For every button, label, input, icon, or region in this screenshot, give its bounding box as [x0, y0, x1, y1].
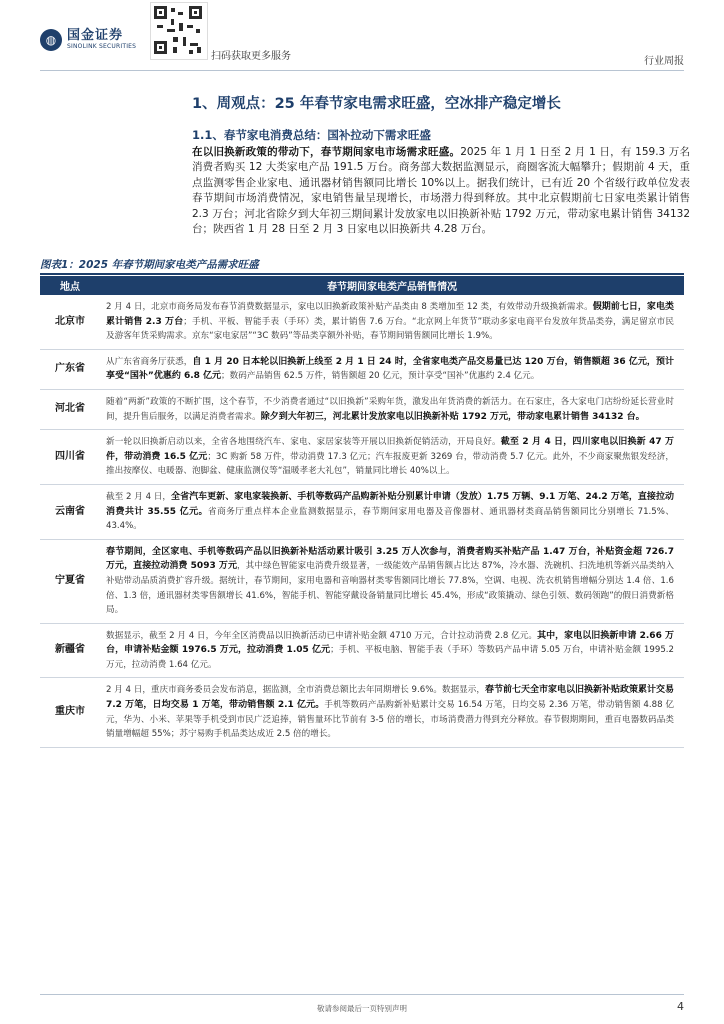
description-cell — [100, 349, 684, 389]
description-cell — [100, 295, 684, 349]
column-header-description: 春节期间家电类产品销售情况 — [100, 276, 684, 295]
sales-table — [40, 276, 684, 748]
bold-text-segment: 其中，家电以旧换新申请 2.66 万台，申请补贴金额 1976.5 万元，拉动消费 1.05 亿元 — [106, 630, 675, 656]
bold-text-segment: 除夕到大年初三，河北累计发放家电以旧换新补贴 1792 万元，带动家电累计销售 34132 台。 — [260, 411, 645, 422]
bold-text-segment: 自 1 月 20 日本轮以旧换新上线至 2 月 1 日 24 时，全省家电类产品交易量已达 120 万台，销售额超 36 亿元，预计享受“国补”优惠约 6.8 亿元 — [106, 356, 674, 382]
bold-text-segment: 截至 2 月 4 日，四川家电以旧换新 47 万件，带动消费 16.5 亿元 — [106, 437, 674, 462]
table-row — [40, 539, 684, 623]
description-cell — [100, 389, 684, 429]
table-row — [40, 484, 684, 539]
region-cell: 河北省 — [40, 389, 100, 429]
company-logo — [40, 28, 136, 51]
bold-text-segment: 全省汽车更新、家电家装换新、手机等数码产品购新补贴分别累计申请（发放）1.75 万辆、9.1 万笔、24.2 万笔，直接拉动消费共计 35.55 亿元。 — [106, 491, 674, 517]
section-heading: 1、周观点：25 年春节家电需求旺盛，空冰排产稳定增长 — [192, 96, 561, 112]
text-segment: 新一轮以旧换新启动以来，全省各地围绕汽车、家电、家居家装等开展以旧换新促销活动，开局良好。 — [106, 437, 501, 448]
figure-title: 图表1：2025 年春节期间家电类产品需求旺盛 — [40, 259, 259, 271]
region-cell: 重庆市 — [40, 678, 100, 747]
text-segment: ，其中绿色智能家电消费升级显著，一级能效产品销售额占比达 87%，冷水器、洗碗机、扫洗地机等新兴品类纳入补贴带动品质消费扩容升级。据统计，春节期间，家用电器和音响器材类零售额同比增长 77.8%，空调、电视、洗衣机销售增幅分别达 1.4 倍、1.6 倍、1.3 倍，通讯器材类零售额增长 41.6%，智能手机、智能穿戴设备销量同比增长 45.4%，形成“政策撬动、绿色引领、数码领跑”的假日消费新格局。 — [106, 561, 674, 616]
text-segment: 从广东省商务厅获悉， — [106, 356, 193, 367]
intro-paragraph — [192, 145, 690, 237]
logo-name-cn: 国金证券 — [67, 28, 124, 43]
figure-divider — [40, 273, 684, 275]
logo-name-en: SINOLINK SECURITIES — [67, 43, 137, 50]
text-segment: ；数码产品销售 62.5 万件，销售额超 20 亿元，预计享受“国补”优惠约 2.4 亿元。 — [221, 371, 540, 382]
table-row — [40, 430, 684, 485]
region-cell: 四川省 — [40, 430, 100, 485]
table-row — [40, 349, 684, 389]
text-segment: ；3C 购新 58 万件，带动消费 17.3 亿元；汽车报废更新 3269 台，带动消费 5.7 亿元。此外，不少商家聚焦银发经济，推出按摩仪、电暖器、泡脚盆、健康监测仪等“温暖孝老大礼包”，销量同比增长 40%以上。 — [106, 451, 674, 477]
subsection-heading: 1.1、春节家电消费总结：国补拉动下需求旺盛 — [192, 128, 431, 142]
page-header — [0, 0, 724, 70]
region-cell: 新疆省 — [40, 623, 100, 678]
text-segment: 截至 2 月 4 日， — [106, 491, 172, 502]
bold-text-segment: 假期前七日，家电类累计销售 2.3 万台 — [106, 302, 674, 327]
description-cell — [100, 678, 684, 747]
footer-divider — [40, 994, 684, 995]
column-header-region: 地点 — [40, 276, 100, 295]
region-cell: 北京市 — [40, 295, 100, 349]
document-type-label: 行业周报 — [644, 56, 684, 67]
description-cell — [100, 623, 684, 678]
region-cell: 宁夏省 — [40, 539, 100, 623]
text-segment: 随着“两新”政策的不断扩围，这个春节，不少消费者通过“以旧换新”采购年货，激发出年货消费的新活力。在石家庄，各大家电门店纷纷延长营业时间，提升售后服务，以满足消费者需求。 — [106, 396, 674, 422]
bold-text-segment: 春节期间，全区家电、手机等数码产品以旧换新补贴活动累计吸引 3.25 万人次参与，消费者购买补贴产品 1.47 万台，补贴资金超 726.7 万元，直接拉动消费 5093 万元 — [106, 546, 674, 572]
table-row — [40, 295, 684, 349]
table-header-row — [40, 276, 684, 295]
description-cell — [100, 430, 684, 485]
bold-text-segment: 在以旧换新政策的带动下，春节期间家电市场需求旺盛。 — [192, 146, 461, 158]
region-cell: 云南省 — [40, 484, 100, 539]
header-divider — [40, 70, 684, 71]
text-segment: 2025 年 1 月 1 日至 2 月 1 日，有 159.3 万名消费者购买 12 大类家电产品 191.5 万台。商务部大数据监测显示，商圈客流大幅攀升；假期前 4 天，重点监测零售企业家电、通讯器材销售额同比增长 10%以上。据我们统计，已有近 20 个省级行政单位发表春节期间市场消费情况，家电销售量呈现增长，市场潜力得到释放。其中北京假期前七日家电类累计销售 2.3 万台；河北省除夕到大年初三期间累计发放家电以旧换新补贴 1792 万元，带动家电累计销售 34132 台；陕西省 1 月 28 日至 2 月 3 日家电以旧换新共 4.28 万台。 — [192, 146, 691, 236]
table-row — [40, 389, 684, 429]
text-segment: 省商务厅重点样本企业监测数据显示，春节期间家用电器及音像器材、通讯器材类商品销售额同比分别增长 71.5%、43.4%。 — [106, 506, 674, 532]
page-number: 4 — [677, 1000, 684, 1013]
bold-text-segment: 春节前七天全市家电以旧换新补贴政策累计交易 7.2 万笔，日均交易 1 万笔，带动销售额 2.1 亿元。 — [106, 685, 674, 711]
description-cell — [100, 539, 684, 623]
disclaimer-note: 敬请参阅最后一页特别声明 — [317, 1004, 407, 1013]
table-row — [40, 623, 684, 678]
region-cell: 广东省 — [40, 349, 100, 389]
table-row — [40, 678, 684, 747]
text-segment: ；手机、平板电脑、智能手表（手环）等数码产品申请 5.05 万台，申请补贴金额 1995.2 万元，拉动消费 1.64 亿元。 — [106, 645, 674, 670]
description-cell — [100, 484, 684, 539]
qr-caption: 扫码获取更多服务 — [211, 51, 291, 62]
text-segment: 手机等数码产品购新补贴累计交易 16.54 万笔，日均交易 2.36 万笔，带动销售额 4.88 亿元，华为、小米、苹果等手机受到市民广泛追捧，销售量环比节前有 3-5 倍的增长，市场消费潜力得到充分释放。春节假期期间，重百电器数码品类销量增幅超 55%；苏宁易购手机品类达成近 2.5 倍的增长。 — [106, 700, 674, 740]
qr-code-icon[interactable] — [150, 2, 208, 60]
text-segment: 2 月 4 日，北京市商务局发布春节消费数据显示，家电以旧换新政策补贴产品类由 8 类增加至 12 类，有效带动升级换新需求。 — [106, 302, 593, 312]
text-segment: ；手机、平板、智能手表（手环）类，累计销售 7.6 万台。“北京网上年货节”联动多家电商平台发放年货品类券，满足留京市民及游客年货采购需求。京东“家电家居”“3C 数码”等品类享额外补贴，春节期间销售额同比增长 1.9%。 — [106, 316, 674, 342]
logo-icon: ◍ — [40, 29, 62, 51]
text-segment: 2 月 4 日，重庆市商务委员会发布消息，据监测，全市消费总额比去年同期增长 9.6%。数据显示， — [106, 685, 485, 696]
text-segment: 数据显示，截至 2 月 4 日，今年全区消费品以旧换新活动已申请补贴金额 4710 万元，合计拉动消费 2.8 亿元。 — [106, 630, 538, 641]
